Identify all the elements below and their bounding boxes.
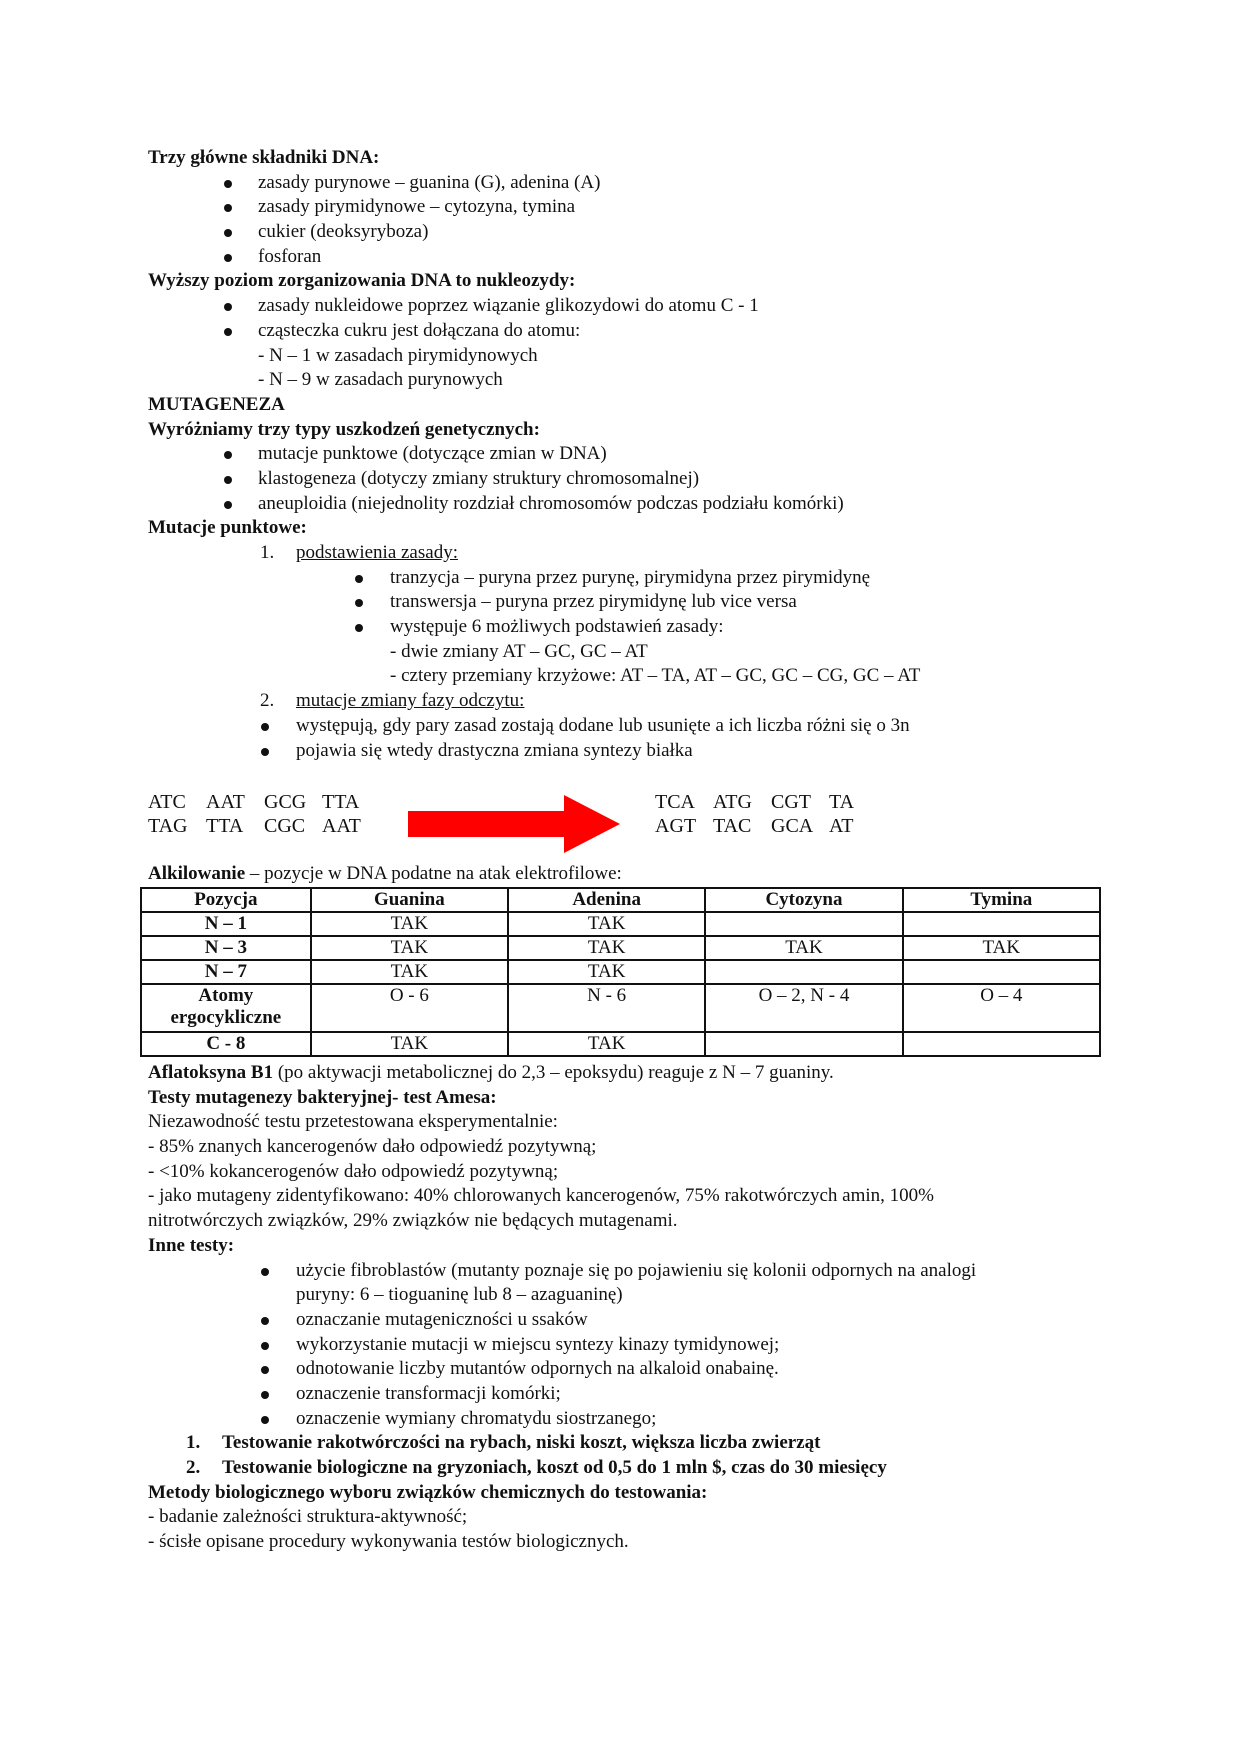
right-arrow-icon <box>408 795 620 853</box>
bullet-icon <box>261 1268 269 1276</box>
section-title-mutageneza: MUTAGENEZA <box>148 393 285 415</box>
aflatoxin-line: Aflatoksyna B1 (po aktywacji metabolicznej do 2,3 – epoksydu) reaguje z N – 7 guaniny. <box>148 1062 834 1083</box>
numbered-item-frameshift: 2. mutacje zmiany fazy odczytu: <box>260 690 525 712</box>
bullet-icon <box>355 575 363 583</box>
list-item: zasady nukleidowe poprzez wiązanie glikozydowi do atomu C - 1 <box>148 294 1108 319</box>
bullet-icon <box>261 1416 269 1424</box>
bullet-icon <box>224 501 232 509</box>
table-row: C - 8 TAK TAK <box>141 1032 1100 1056</box>
bullet-icon <box>224 476 232 484</box>
sub-item: - cztery przemiany krzyżowe: AT – TA, AT – GC, GC – CG, GC – AT <box>390 665 921 687</box>
heading-nucleosides: Wyższy poziom zorganizowania DNA to nukleozydy: <box>148 270 576 292</box>
table-header: Cytozyna <box>705 888 902 912</box>
list-item: fosforan <box>148 245 1108 270</box>
bullet-icon <box>261 1317 269 1325</box>
sub-item: - N – 9 w zasadach purynowych <box>258 369 503 391</box>
list-item: zasady purynowe – guanina (G), adenina (A) <box>148 171 1108 196</box>
bullet-icon <box>224 180 232 188</box>
list-item: oznaczenie wymiany chromatydu siostrzanego; <box>148 1407 1108 1432</box>
bullet-icon <box>261 1342 269 1350</box>
list-item: transwersja – puryna przez pirymidynę lub vice versa <box>148 590 1108 615</box>
list-item: klastogeneza (dotyczy zmiany struktury chromosomalnej) <box>148 467 1108 492</box>
text-line: - <10% kokancerogenów dało odpowiedź pozytywną; <box>148 1160 559 1182</box>
bullet-icon <box>261 748 269 756</box>
table-row: N – 3 TAK TAK TAK TAK <box>141 936 1100 960</box>
sequence-after: TCA ATG CGT TA AGT TAC GCA AT <box>655 791 855 837</box>
table-row: N – 7 TAK TAK <box>141 960 1100 984</box>
bullet-icon <box>224 303 232 311</box>
heading-point-mutations: Mutacje punktowe: <box>148 517 307 539</box>
bullet-icon <box>261 723 269 731</box>
bullet-icon <box>224 204 232 212</box>
table-header: Guanina <box>311 888 508 912</box>
list-item: odnotowanie liczby mutantów odpornych na alkaloid onabainę. <box>148 1357 1108 1382</box>
text-line: - badanie zależności struktura-aktywność; <box>148 1506 468 1528</box>
document-page-lower <box>148 1061 1108 1555</box>
list-item: tranzycja – puryna przez purynę, pirymidyna przez pirymidynę <box>148 566 1108 591</box>
bullet-icon <box>224 328 232 336</box>
alkylation-table <box>140 887 1101 1057</box>
table-header-row <box>141 888 1100 912</box>
list-item: oznaczenie transformacji komórki; <box>148 1382 1108 1407</box>
numbered-item: 1. Testowanie rakotwórczości na rybach, niski koszt, większa liczba zwierząt <box>186 1432 821 1454</box>
bullet-icon <box>261 1391 269 1399</box>
list-item: cząsteczka cukru jest dołączana do atomu: <box>148 319 1108 344</box>
sub-item: - N – 1 w zasadach pirymidynowych <box>258 344 538 366</box>
bullet-icon <box>261 1366 269 1374</box>
heading-damage-types: Wyróżniamy trzy typy uszkodzeń genetycznych: <box>148 418 540 440</box>
text-line: - 85% znanych kancerogenów dało odpowiedź pozytywną; <box>148 1136 597 1158</box>
numbered-item-substitution: 1. podstawienia zasady: <box>260 542 458 563</box>
bullet-icon <box>224 254 232 262</box>
bullet-icon <box>355 599 363 607</box>
list-item: występuje 6 możliwych podstawień zasady: <box>148 615 1108 640</box>
list-item-continuation: puryny: 6 – tioguaninę lub 8 – azaguaninę) <box>296 1284 623 1306</box>
table-header: Adenina <box>508 888 705 912</box>
alkylation-line: Alkilowanie – pozycje w DNA podatne na atak elektrofilowe: <box>148 863 622 884</box>
list-item: zasady pirymidynowe – cytozyna, tymina <box>148 195 1108 220</box>
numbered-item: 2. Testowanie biologiczne na gryzoniach, koszt od 0,5 do 1 mln $, czas do 30 miesięcy <box>186 1457 887 1478</box>
table-row: Atomy ergocykliczne O - 6 N - 6 O – 2, N - 4 O – 4 <box>141 984 1100 1032</box>
sub-item: - dwie zmiany AT – GC, GC – AT <box>390 640 648 662</box>
list-item: cukier (deoksyryboza) <box>148 220 1108 245</box>
heading-dna-components: Trzy główne składniki DNA: <box>148 147 380 168</box>
bullet-icon <box>355 624 363 632</box>
heading-other-tests: Inne testy: <box>148 1234 235 1256</box>
text-line: nitrotwórczych związków, 29% związków nie będących mutagenami. <box>148 1210 678 1232</box>
list-item: mutacje punktowe (dotyczące zmian w DNA) <box>148 442 1108 467</box>
sequence-before: ATC AAT GCG TTA TAG TTA CGC AAT <box>148 791 361 837</box>
list-item: użycie fibroblastów (mutanty poznaje się po pojawieniu się kolonii odpornych na analogi <box>148 1259 1108 1284</box>
table-row: N – 1 TAK TAK <box>141 912 1100 936</box>
list-item: pojawia się wtedy drastyczna zmiana syntezy białka <box>148 739 1108 764</box>
bullet-icon <box>224 229 232 237</box>
bullet-icon <box>224 451 232 459</box>
text-line: - jako mutageny zidentyfikowano: 40% chlorowanych kancerogenów, 75% rakotwórczych amin, 100% <box>148 1185 934 1207</box>
heading-methods: Metody biologicznego wyboru związków chemicznych do testowania: <box>148 1481 708 1503</box>
document-page <box>148 146 1108 763</box>
list-item: wykorzystanie mutacji w miejscu syntezy kinazy tymidynowej; <box>148 1333 1108 1358</box>
heading-ames: Testy mutagenezy bakteryjnej- test Amesa: <box>148 1086 497 1108</box>
list-item: aneuploidia (niejednolity rozdział chromosomów podczas podziału komórki) <box>148 492 1108 517</box>
text-line: Niezawodność testu przetestowana eksperymentalnie: <box>148 1111 558 1133</box>
table-header: Tymina <box>903 888 1100 912</box>
list-item: oznaczanie mutageniczności u ssaków <box>148 1308 1108 1333</box>
list-item: występują, gdy pary zasad zostają dodane lub usunięte a ich liczba różni się o 3n <box>148 714 1108 739</box>
table-header: Pozycja <box>141 888 311 912</box>
text-line: - ścisłe opisane procedury wykonywania testów biologicznych. <box>148 1531 629 1553</box>
